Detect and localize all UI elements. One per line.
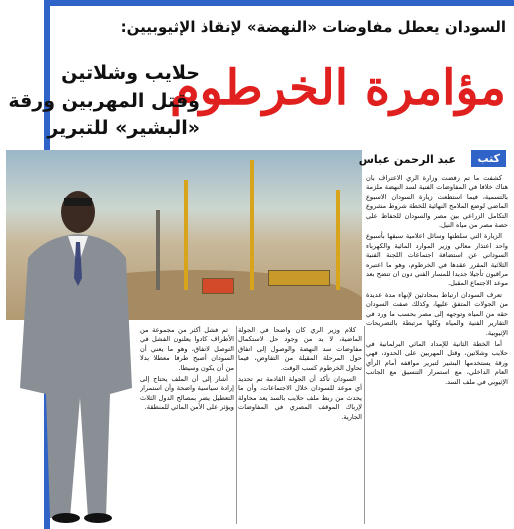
- paragraph: أشار إلى أن الملف يحتاج إلى إرادة سياسية واضحة وأن استمرار التعطيل يضر بمصالح الدول الثلاث ويؤثر على الأمن المائي للمنطقة.: [140, 375, 234, 412]
- paragraph: الزيارة التي سلطتها وسائل اعلامية سبقها بأسبوع واحد اعتذار معالي وزير الموارد المائية والكهرباء السوداني عن استضافة اجتماعات اللجنة الفنية الثلاثية المقرر عقدها في الخرطوم، وهو ما اعتبره مراقبون تأجيلا جديدا للمسار الفني دون ان تتضح بعد موعد الاجتماع المقبل.: [366, 232, 508, 288]
- byline: [358, 150, 506, 172]
- byline-name: عبد الرحمن عباس: [358, 153, 456, 166]
- top-frame-bar: [44, 0, 514, 6]
- paragraph: السودان تأكد أن الجولة القادمة تم تحديد أي موعد للسودان خلال الاجتماعات، وأن ما يحدث من ربط ملف حلايب بالسد يعد محاولة لإرباك الموقف المصري في المفاوضات الجارية.: [238, 375, 362, 421]
- article-column-right: [366, 174, 508, 524]
- byline-label: كتب: [471, 150, 506, 167]
- paragraph: تعرف السودان ارتباط بمحادثين لإنهاء مدة عديدة من الجولات المتفق عليها، وكذلك صفت السودان حقه من المياه وتوجهه إلى مصر بحسب ما ورد في التقارير الفنية والمياه وكلها مرتبطة بالتصريحات الإثيوبية.: [366, 290, 508, 337]
- column-divider: [364, 326, 365, 524]
- sub-headline-1: حلايب وشلاتين: [61, 62, 200, 84]
- president-figure: [6, 188, 136, 524]
- article-column-middle: [238, 326, 362, 524]
- column-divider: [236, 326, 237, 524]
- paragraph: كشفت ما تم رفضت وزارة الري الاعتراف بان هناك خلافا في المفاوضات الفنية لسد النهضة ملزمة بالتسمية، فيما استطعت زيارة السودان الاسبوع الماضي لوضع الملامح النهائية للخطة شروط مشروع التكامل الزراعي بين مصر والسودان للحفاظ على حصة مصر من مياه النيل.: [366, 174, 508, 230]
- top-headline: السودان يعطل مفاوضات «النهضة» لإنقاذ الإثيوبيين:: [120, 18, 506, 36]
- article-column-left: [140, 326, 234, 524]
- sub-headline-3: «البشير» للتبرير: [47, 117, 200, 140]
- paragraph: كلام وزير الري كان واضحا في الجولة الماضية، لا بد من وجود حل لاستكمال مفاوضات سد النهضة والوصول إلى اتفاق حول المرحلة المقبلة من التفاوض، فيما تحاول الخرطوم كسب الوقت.: [238, 326, 362, 372]
- paragraph: أما الخطة الثانية للإمداد المائي البرلمانية في حلايب وشلاتين، وقتل المهربين على الحدود، فهي ورقة يستخدمها البشير لتبرير مواقفه أمام الرأي العام الداخلي، مع استمرار التنسيق مع الجانب الإثيوبي في ملف السد.: [366, 339, 508, 386]
- sub-headline-2: وقتل المهربين ورقة: [8, 89, 200, 112]
- main-title: مؤامرة الخرطوم: [169, 60, 506, 116]
- paragraph: ثم فشل أكثر من مجموعة من الأطراف كادوا يعلنون الفشل في التوصل لاتفاق، وهو ما يعني أن السودان أصبح طرفا معطلا بدلا من أن يكون وسيطا.: [140, 326, 234, 372]
- sub-headlines: [10, 60, 200, 143]
